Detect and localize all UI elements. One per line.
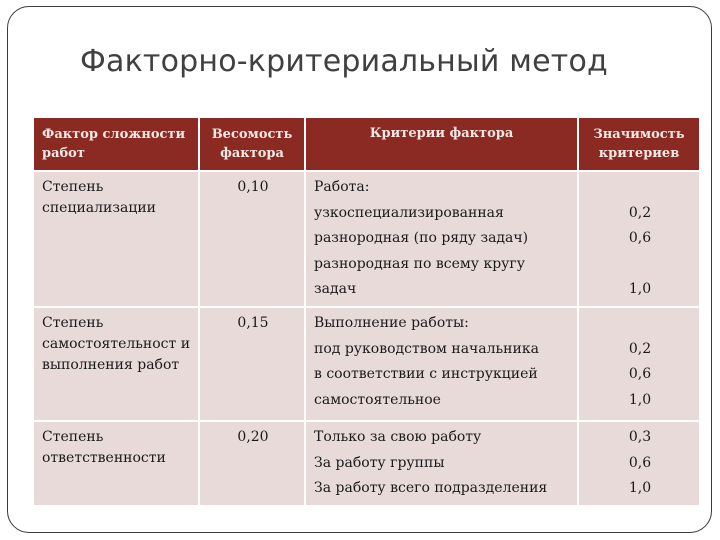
criteria-item: под руководством начальника <box>314 340 539 357</box>
header-weight: Весомость фактора <box>200 118 304 170</box>
table-row <box>34 172 699 306</box>
significance-value: 0,2 <box>628 340 652 357</box>
criteria-cell <box>306 308 577 420</box>
table-row <box>34 422 699 505</box>
significance-cell <box>579 422 699 505</box>
factor-table <box>32 116 701 507</box>
criteria-item: За работу группы <box>314 454 445 471</box>
criteria-cell <box>306 422 577 505</box>
significance-value: 0,2 <box>628 204 652 221</box>
criteria-item: в соответствии с инструкцией <box>314 366 538 382</box>
significance-value: 0,6 <box>628 366 652 382</box>
header-factor: Фактор сложности работ <box>34 118 198 170</box>
weight-cell: 0,20 <box>200 422 304 505</box>
criteria-item: Только за свою работу <box>314 429 482 445</box>
header-significance: Значимость критериев <box>579 118 699 170</box>
factor-cell: Степень специализации <box>34 172 198 306</box>
criteria-item: За работу всего подразделения <box>314 480 548 496</box>
table-row <box>34 308 699 420</box>
significance-value: 1,0 <box>628 281 652 297</box>
weight-cell: 0,15 <box>200 308 304 420</box>
criteria-item: самостоятельное <box>314 391 441 408</box>
significance-cell <box>579 172 699 306</box>
criteria-title: Работа: <box>314 179 370 195</box>
significance-value: 1,0 <box>628 480 652 496</box>
criteria-title: Выполнение работы: <box>314 315 469 331</box>
factor-cell: Степень самостоятельност и выполнения работ <box>34 308 198 420</box>
factor-cell: Степень ответственности <box>34 422 198 505</box>
significance-value: 1,0 <box>628 391 652 408</box>
criteria-cell <box>306 172 577 306</box>
header-criteria: Критерии фактора <box>306 118 577 170</box>
table-header-row <box>34 118 699 170</box>
weight-cell: 0,10 <box>200 172 304 306</box>
significance-value: 0,6 <box>628 454 652 471</box>
significance-cell <box>579 308 699 420</box>
slide-title: Факторно-критериальный метод <box>80 44 608 79</box>
criteria-item: разнородная по всему кругу задач <box>314 255 525 297</box>
significance-value: 0,3 <box>628 429 652 445</box>
significance-value: 0,6 <box>628 230 652 246</box>
criteria-item: узкоспециализированная <box>314 204 504 221</box>
criteria-item: разнородная (по ряду задач) <box>314 230 529 246</box>
